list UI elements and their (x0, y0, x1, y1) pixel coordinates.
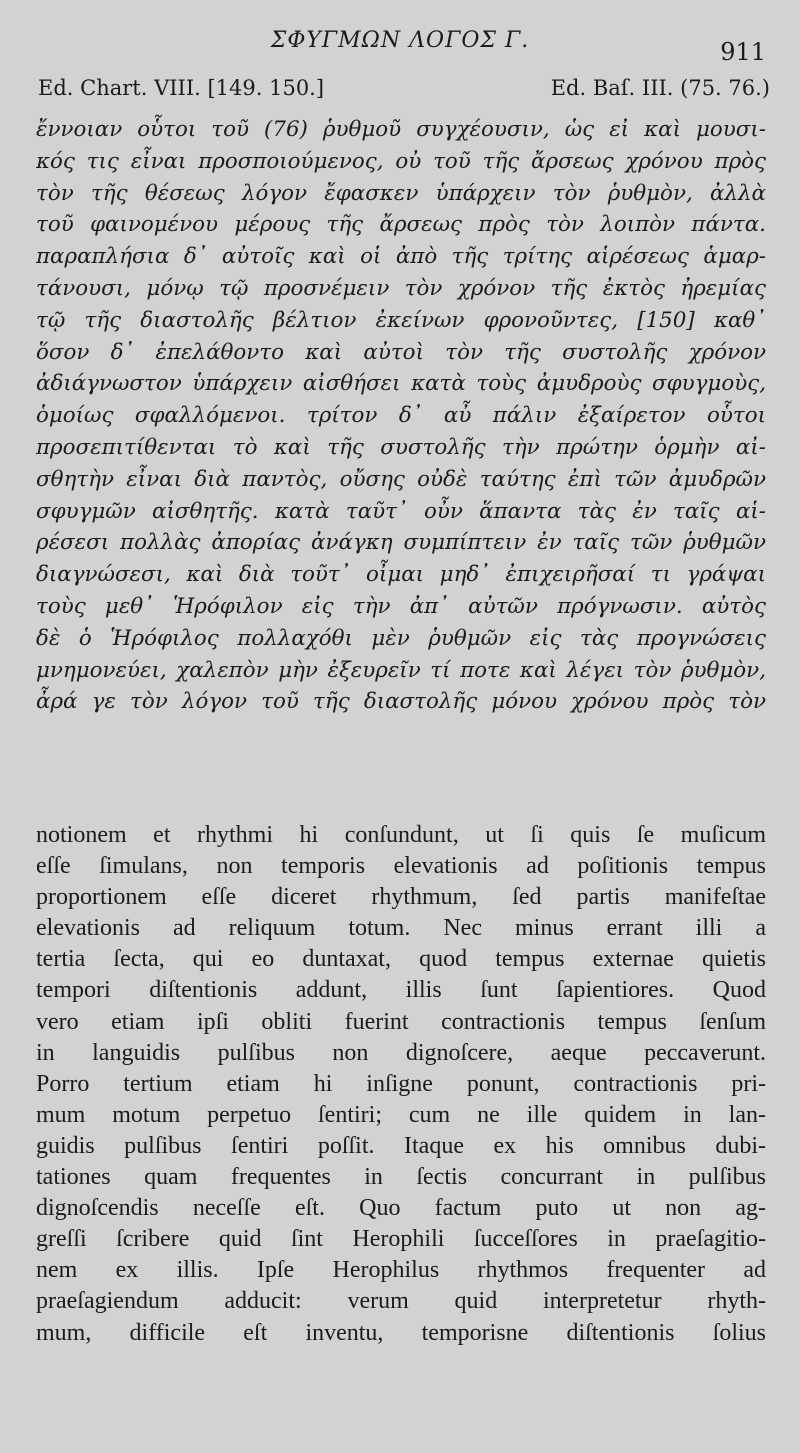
greek-text-line: τὸν τῆς θέσεως λόγον ἔφασκεν ὑπάρχειν τὸν ῥυθμὸν, ἀλλὰ (36, 180, 766, 206)
greek-text-line: κός τις εἶναι προσποιούμενος, οὐ τοῦ τῆς ἄρσεως χρόνου πρὸς (36, 148, 766, 174)
latin-text-line: eſſe ſimulans, non temporis elevationis ad poſitionis tempus (36, 853, 766, 880)
latin-text-line: vero etiam ipſi obliti fuerint contractionis tempus ſenſum (36, 1008, 766, 1035)
edition-basel-reference: Ed. Baſ. III. (75. 76.) (550, 76, 770, 100)
greek-text-line: ὁμοίως σφαλλόμενοι. τρίτον δ᾽ αὖ πάλιν ἐξαίρετον οὗτοι (36, 403, 766, 429)
greek-text-line: δὲ ὁ Ἡρόφιλος πολλαχόθι μὲν ῥυθμῶν εἰς τὰς προγνώσεις (36, 625, 766, 651)
greek-text-line: προσεπιτίθενται τὸ καὶ τῆς συστολῆς τὴν πρώτην ὁρμὴν αἰ- (36, 434, 766, 460)
latin-text-line: tertia ſecta, qui eo duntaxat, quod tempus externae quietis (36, 946, 766, 973)
greek-text-block (36, 114, 766, 718)
latin-text-line: mum motum perpetuo ſentiri; cum ne ille quidem in lan- (36, 1101, 766, 1128)
greek-text-line: ρέσεσι πολλὰς ἀπορίας ἀνάγκη συμπίπτειν ἐν ταῖς τῶν ῥυθμῶν (36, 530, 766, 556)
greek-text-line: μνημονεύει, χαλεπὸν μὴν ἐξευρεῖν τί ποτε καὶ λέγει τὸν ῥυθμὸν, (36, 657, 766, 683)
greek-text-line: ἀδιάγνωστον ὑπάρχειν αἰσθήσει κατὰ τοὺς ἀμυδροὺς σφυγμοὺς, (36, 371, 766, 397)
latin-text-line: in languidis pulſibus non dignoſcere, aeque peccaverunt. (36, 1039, 766, 1066)
greek-text-line: ὅσον δ᾽ ἐπελάθοντο καὶ αὐτοὶ τὸν τῆς συστολῆς χρόνον (36, 339, 766, 365)
latin-text-line: tempori diſtentionis addunt, illis ſunt ſapientiores. Quod (36, 977, 766, 1004)
greek-text-line: διαγνώσεσι, καὶ διὰ τοῦτ᾽ οἶμαι μηδ᾽ ἐπιχειρῆσαί τι γράψαι (36, 562, 766, 588)
greek-text-line: σφυγμῶν αἰσθητῆς. κατὰ ταῦτ᾽ οὖν ἅπαντα τὰς ἐν ταῖς αἱ- (36, 498, 766, 524)
latin-text-line: proportionem eſſe diceret rhythmum, ſed partis manifeſtae (36, 884, 766, 911)
latin-text-line: greſſi ſcribere quid ſint Herophili ſucceſſores in praeſagitio- (36, 1226, 766, 1253)
page-number: 911 (720, 38, 766, 66)
greek-text-line: ἆρά γε τὸν λόγον τοῦ τῆς διαστολῆς μόνου χρόνου πρὸς τὸν (36, 689, 766, 715)
latin-text-line: tationes quam frequentes in ſectis concurrant in pulſibus (36, 1164, 766, 1191)
greek-text-line: τοῦ φαινομένου μέρους τῆς ἄρσεως πρὸς τὸν λοιπὸν πάντα. (36, 212, 766, 238)
greek-text-line: ἔννοιαν οὗτοι τοῦ (76) ῥυθμοῦ συγχέουσιν, ὡς εἰ καὶ μουσι- (36, 117, 766, 142)
greek-text-line: τοὺς μεθ᾽ Ἡρόφιλον εἰς τὴν ἀπ᾽ αὐτῶν πρόγνωσιν. αὐτὸς (36, 593, 766, 619)
greek-text-line: τάνουσι, μόνῳ τῷ προσνέμειν τὸν χρόνον τῆς ἐκτὸς ἠρεμίας (36, 275, 766, 301)
latin-text-line: mum, difficile eſt inventu, temporisne diſtentionis ſolius (36, 1319, 766, 1346)
latin-text-line: notionem et rhythmi hi conſundunt, ut ſi quis ſe muſicum (36, 822, 766, 848)
greek-text-line: τῷ τῆς διαστολῆς βέλτιον ἐκείνων φρονοῦντες, [150] καθ᾽ (36, 307, 766, 333)
latin-text-line: guidis pulſibus ſentiri poſſit. Itaque ex his omnibus dubi- (36, 1132, 766, 1159)
greek-text-line: σθητὴν εἶναι διὰ παντὸς, οὔσης οὐδὲ ταύτης ἐπὶ τῶν ἀμυδρῶν (36, 466, 766, 492)
latin-text-line: elevationis ad reliquum totum. Nec minus errant illi a (36, 915, 766, 942)
latin-text-line: Porro tertium etiam hi inſigne ponunt, contractionis pri- (36, 1070, 766, 1097)
running-head: ΣΦΥΓΜΩΝ ΛΟΓΟΣ Γ. (270, 28, 530, 53)
latin-text-line: dignoſcendis neceſſe eſt. Quo factum puto ut non ag- (36, 1195, 766, 1222)
latin-text-line: nem ex illis. Ipſe Herophilus rhythmos frequenter ad (36, 1257, 766, 1284)
edition-chart-reference: Ed. Chart. VIII. [149. 150.] (38, 76, 325, 100)
latin-text-block (36, 820, 766, 1349)
greek-text-line: παραπλήσια δ᾽ αὐτοῖς καὶ οἱ ἀπὸ τῆς τρίτης αἱρέσεως ἁμαρ- (36, 244, 766, 270)
edition-references (38, 76, 770, 100)
latin-text-line: praeſagiendum adducit: verum quid interpretetur rhyth- (36, 1288, 766, 1315)
